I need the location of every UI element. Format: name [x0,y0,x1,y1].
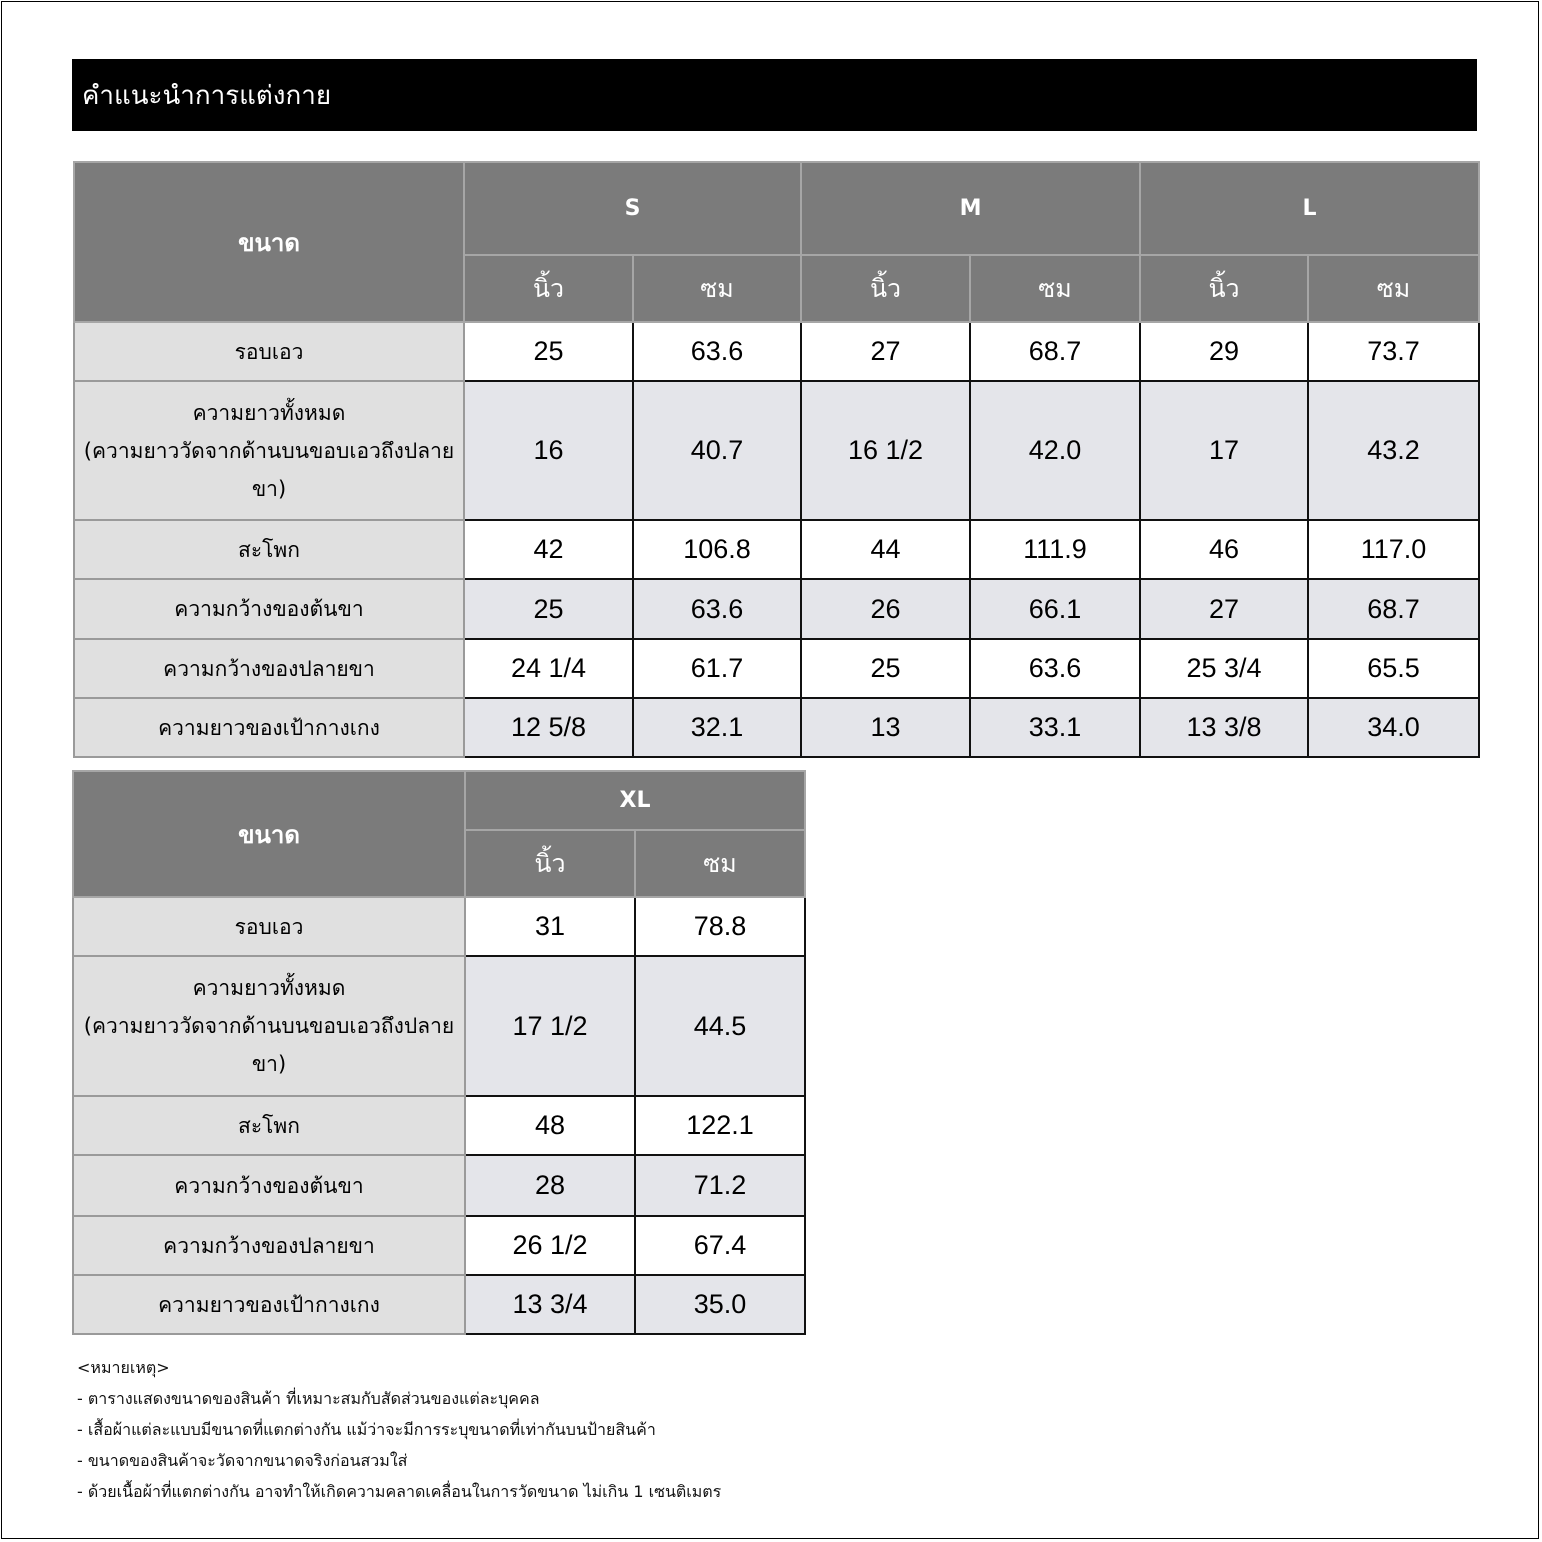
row-label: รอบเอว [73,897,465,956]
inch-value-cell: 16 1/2 [801,381,970,520]
unit-cm-header: ซม [970,255,1140,322]
table-row [73,897,805,956]
inch-value-cell: 25 [801,639,970,698]
cm-value-cell: 32.1 [633,698,801,757]
cm-value-cell: 63.6 [633,579,801,639]
table-row [73,956,805,1096]
size-xl-header: XL [465,771,805,830]
inch-value-cell: 46 [1140,520,1308,579]
cm-value-cell: 78.8 [635,897,805,956]
table-body [73,897,805,1334]
inch-value-cell: 13 3/4 [465,1275,635,1334]
table-row [73,1155,805,1216]
unit-cm-header: ซม [633,255,801,322]
inch-value-cell: 24 1/4 [464,639,633,698]
note-line: - เสื้อผ้าแต่ละแบบมีขนาดที่แตกต่างกัน แม้ว่าจะมีการระบุขนาดที่เท่ากันบนป้ายสินค้า [77,1420,656,1439]
table-row [73,1096,805,1155]
table-row [74,322,1479,381]
inch-value-cell: 16 [464,381,633,520]
table-row [74,639,1479,698]
unit-inch-header: นิ้ว [801,255,970,322]
inch-value-cell: 13 [801,698,970,757]
row-label: ความยาวของเป้ากางเกง [73,1275,465,1334]
table-body [74,322,1479,757]
unit-cm-header: ซม [635,830,805,897]
note-line: - ตารางแสดงขนาดของสินค้า ที่เหมาะสมกับสัดส่วนของแต่ละบุคคล [77,1389,540,1408]
table-row [74,520,1479,579]
size-l-header: L [1140,162,1479,255]
table-row [73,1216,805,1275]
row-label: ความกว้างของต้นขา [74,579,464,639]
row-label: สะโพก [74,520,464,579]
cm-value-cell: 73.7 [1308,322,1479,381]
cm-value-cell: 33.1 [970,698,1140,757]
inch-value-cell: 29 [1140,322,1308,381]
page-title: คำแนะนำการแต่งกาย [72,59,1477,131]
unit-cm-header: ซม [1308,255,1479,322]
cm-value-cell: 68.7 [970,322,1140,381]
unit-inch-header: นิ้ว [465,830,635,897]
note-line: - ด้วยเนื้อผ้าที่แตกต่างกัน อาจทำให้เกิดความคลาดเคลื่อนในการวัดขนาด ไม่เกิน 1 เซนติเมตร [77,1482,722,1501]
inch-value-cell: 26 1/2 [465,1216,635,1275]
cm-value-cell: 44.5 [635,956,805,1096]
row-label: ความกว้างของปลายขา [74,639,464,698]
size-header: ขนาด [74,162,464,322]
row-label: ความยาวทั้งหมด (ความยาววัดจากด้านบนขอบเอวถึงปลาย ขา) [74,381,464,520]
unit-inch-header: นิ้ว [464,255,633,322]
inch-value-cell: 25 [464,322,633,381]
inch-value-cell: 17 1/2 [465,956,635,1096]
inch-value-cell: 25 3/4 [1140,639,1308,698]
cm-value-cell: 61.7 [633,639,801,698]
cm-value-cell: 42.0 [970,381,1140,520]
note-line: - ขนาดของสินค้าจะวัดจากขนาดจริงก่อนสวมใส่ [77,1451,408,1470]
cm-value-cell: 117.0 [1308,520,1479,579]
cm-value-cell: 63.6 [970,639,1140,698]
table-row [74,381,1479,520]
inch-value-cell: 27 [1140,579,1308,639]
cm-value-cell: 65.5 [1308,639,1479,698]
row-label: รอบเอว [74,322,464,381]
cm-value-cell: 43.2 [1308,381,1479,520]
row-label: ความยาวของเป้ากางเกง [74,698,464,757]
cm-value-cell: 34.0 [1308,698,1479,757]
table-row [74,698,1479,757]
cm-value-cell: 106.8 [633,520,801,579]
row-label: สะโพก [73,1096,465,1155]
inch-value-cell: 25 [464,579,633,639]
inch-value-cell: 44 [801,520,970,579]
cm-value-cell: 63.6 [633,322,801,381]
inch-value-cell: 42 [464,520,633,579]
cm-value-cell: 66.1 [970,579,1140,639]
table-row [73,1275,805,1334]
size-s-header: S [464,162,801,255]
unit-inch-header: นิ้ว [1140,255,1308,322]
inch-value-cell: 31 [465,897,635,956]
cm-value-cell: 40.7 [633,381,801,520]
size-table-xl [72,770,806,1335]
inch-value-cell: 48 [465,1096,635,1155]
cm-value-cell: 111.9 [970,520,1140,579]
size-header: ขนาด [73,771,465,897]
row-label: ความยาวทั้งหมด (ความยาววัดจากด้านบนขอบเอวถึงปลาย ขา) [73,956,465,1096]
cm-value-cell: 35.0 [635,1275,805,1334]
inch-value-cell: 26 [801,579,970,639]
row-label: ความกว้างของปลายขา [73,1216,465,1275]
size-m-header: M [801,162,1140,255]
inch-value-cell: 27 [801,322,970,381]
cm-value-cell: 68.7 [1308,579,1479,639]
cm-value-cell: 67.4 [635,1216,805,1275]
notes-heading: <หมายเหตุ> [77,1358,170,1377]
inch-value-cell: 28 [465,1155,635,1216]
inch-value-cell: 13 3/8 [1140,698,1308,757]
notes [77,1352,721,1507]
inch-value-cell: 12 5/8 [464,698,633,757]
table-row [74,579,1479,639]
inch-value-cell: 17 [1140,381,1308,520]
size-table-s-m-l [73,161,1480,758]
cm-value-cell: 122.1 [635,1096,805,1155]
cm-value-cell: 71.2 [635,1155,805,1216]
row-label: ความกว้างของต้นขา [73,1155,465,1216]
